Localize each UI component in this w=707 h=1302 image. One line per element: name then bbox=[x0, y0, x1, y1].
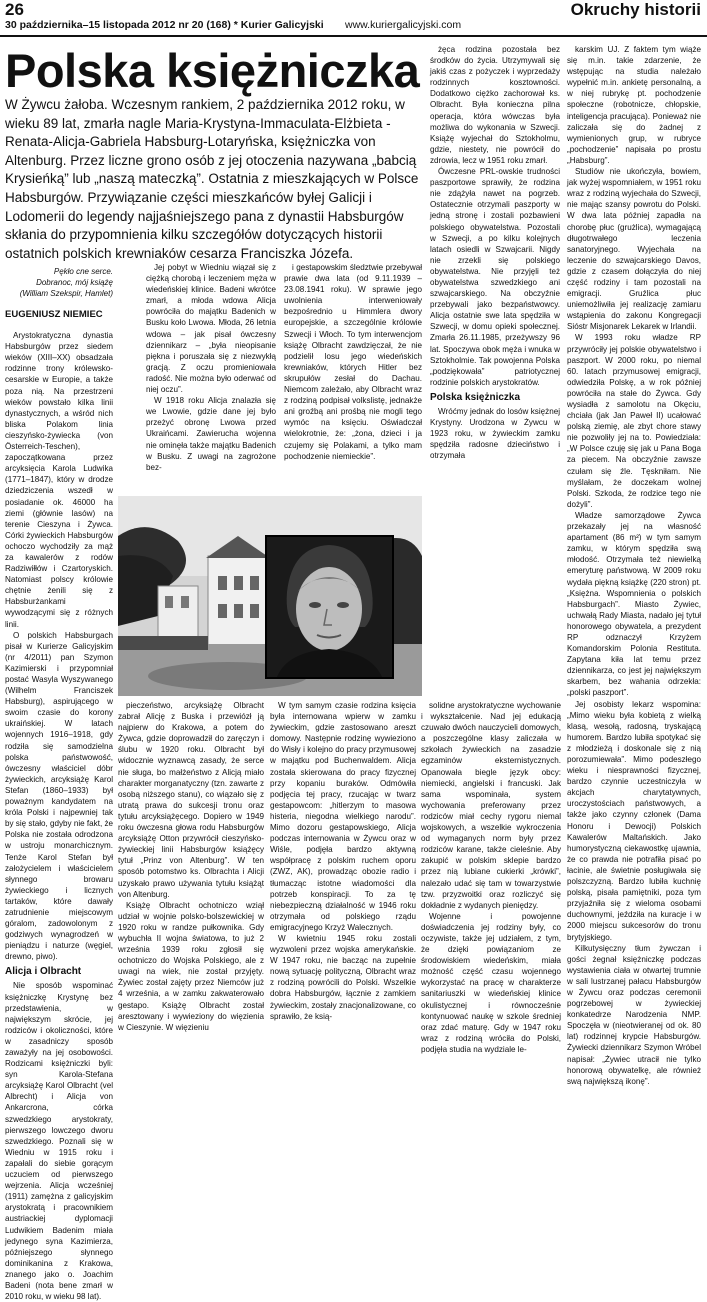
lower-column-2 bbox=[270, 700, 416, 1100]
paragraph: W tym samym czasie rodzina księcia była internowana wpierw w zamku żywieckim, gdzie zastosowano areszt domowy. Następnie rodzinę wywieziono do Wisły i kolejno do pracy przymusowej w majątku pod Buchenwaldem. Alicja została skierowana do pracy fizycznej przy kopaniu buraków. Odmówiła podjęcia tej pracy, rzucając w twarz gestapowcom: „hitlerzym to masowa histeria, niegodna wielkiego narodu”. Mimo dozoru gestapowskiego, Alicja podczas internowania w Żywcu oraz w Wiśle, podjęła bardzo aktywną współpracę z polskim ruchem oporu (ZWZ, AK), prowadząc obozie radio i tłumacząc istotne wiadomości dla potrzeb konspiracji. To za tę niebezpieczną działalność w 1946 roku otrzymała od polskiego rządu emigracyjnego Krzyż Walecznych. bbox=[270, 701, 416, 932]
page-number: 26 bbox=[5, 0, 24, 19]
section-title: Okruchy historii bbox=[570, 0, 701, 19]
header-rule bbox=[0, 35, 707, 37]
epigraph bbox=[5, 266, 113, 299]
paragraph: pieczeństwo, arcyksiążę Olbracht zabrał Alicję z Buska i przewiózł ją najpierw do Krakowa, a potem do Żywca, gdzie doprowadził do zaręczyn i ślubu w 1920 roku. Olbracht był widocznie wyznawcą zasady, że serce nie sługa, bo małżeństwo z Alicją miało charakter morganatyczny (tzn. zawarte z osobą niższego stanu), co wiązało się z utratą prawa do sukcesji tronu oraz tytułu arcyksiążęcego. Dopiero w 1949 roku ówczesna głowa rodu Habsburgów arcyksiążę Otton przywrócił cieszyńsko-żywieckiej linii Habsburgów książęcy tytuł „Prinz von Altenburg”. W ten sposób potomstwo ks. Olbrachta i Alicji uzyskało prawo używania tytułu książąt von Altenburg. bbox=[118, 701, 264, 899]
paragraph: W kwietniu 1945 roku zostali wyzwoleni przez wojska amerykańskie. W 1947 roku, nie bacząc na zupełnie nową sytuację polityczną, Olbracht wraz z rodziną powrócili do Polski. Wszelkie dobra Habsburgów, łącznie z zamkiem żywieckim, zostały znacjonalizowane, co sprawiło, że ksią- bbox=[270, 933, 416, 1021]
epigraph-line: (William Szekspir, Hamlet) bbox=[19, 289, 113, 298]
subheading: Polska księżniczka bbox=[430, 391, 521, 403]
lower-column-3 bbox=[421, 700, 561, 1100]
portrait-photo bbox=[265, 535, 394, 679]
paragraph: Jej osobisty lekarz wspomina: „Mimo wieku była kobietą z wielką klasą, wesołą, radosną, tryskającą humorem. Bardzo lubiła spotykać się z młodzieżą i doskonale się z nią porozumiewała”. Mimo podeszłego wieku i niesprawności fizycznej, bardzo czynnie uczestniczyła w akcjach charytatywnych, uroczystościach państwowych, a także jako czynny członek (Dama Honoru i Dewocji) Polskich Kawalerów Maltańskich. Jako humorystyczną ciekawostkę ujawnia, że co prawda nie potrafiła pisać po łacinie, ale świetnie posługiwała się polszczyzną. Bardzo lubiła kuchnię polską, pisała pamiętniki, poza tym przyjaźniła się z wieloma osobami duchownymi, jeździła na kuracje i w 2000 miejscu sukcesorów do tronu brytyjskiego. bbox=[567, 699, 701, 942]
paragraph: Wojenne i powojenne doświadczenia jej rodziny były, co oczywiste, także jej udziałem, z tym, że dzięki powiązaniom ze środowiskiem wiedeńskim, miała możność część czasu wojennego wykorzystać na pracę w charakterze sanitariuszki w wiedeńskiej klinice okulistycznej i równocześnie kontynuować naukę w szkole średniej oraz zdać maturę. Gdy w 1947 roku wraz z rodziną wróciła do Polski, podjęła studia na wydziale le- bbox=[421, 911, 561, 1054]
paragraph: Władze samorządowe Żywca przekazały jej na własność apartament (86 m²) w tym samym zamku, w którym spędziła swą młodość. Otrzymała też niewielką emeryturę państwową. W 2009 roku wydała piękną książkę (220 stron) pt. „Księżna. Wspomnienia o polskich Habsburgach”. Miasto Żywiec, uchwałą Rady Miasta, nadało jej tytuł honorowego obywatela, a prezydent RP odznaczył Krzyżem Komandorskim Polonia Restituta. Zapytana kiła lat temu przez dziennikarza, co jest jej największym skarbem, bez wahania odrzekła: „polski paszport”. bbox=[567, 510, 701, 698]
paragraph: Ówczesne PRL-owskie trudności paszportowe sprawiły, że rodzina nie zdążyła nawet na pogrzeb. Ostatecznie otrzymali paszporty w jedną stronę i zostali pozbawieni polskiego obywatelstwa. Pozostali w Szwecji, a po kilku kolejnych latach osiedli w Szwajcarii. Nigdy nie zrzekli się polskiego obywatelstwa. Nie przyjęli też obywatelstwa szwedzkiego ani szwajcarskiego. Na obczyźnie przebywali jako bezpaństwowcy. Alicja ostatnie swe lata spędziła w Szwecji, w domu opieki społecznej. Zmarła 26.11.1985, przeżywszy 96 lat. Spoczywa obok męża i wnuka w Sztokholmie. Tak powojenna Polska „podziękowała” patriotycznej rodzinie polskich arystokratów. bbox=[430, 167, 560, 387]
column-3-upper bbox=[284, 262, 422, 494]
paragraph: Kilkutysięczny tłum żywczan i gości żegnał księżniczkę podczas wystawienia ciała w otwartej trumnie w sali lustrzanej pałacu Habsburgów w Żywcu oraz podczas ceremonii pogrzebowej w żywieckiej konkatedrze Narodzenia NMP. Spoczęła w (nieotwieranej od ok. 80 lat) rodzinnej krypcie Habsburgów. Żywiecki dziennikarz Szymon Wróbel napisał: „Żywiec utracił nie tylko honorową obywatelkę, ale również swą największą ikonę”. bbox=[567, 943, 701, 1086]
paragraph: Arystokratyczna dynastia Habsburgów przez siedem wieków (XIII–XX) obsadzała rodzinne trony królewsko-cesarskie w Europie, a także poza nią. Na przestrzeni wieków powstało kilka linii dynastycznych, a wśród nich bliska Polakom linia cieszyńsko-żywiecka (von Österreich-Teschen), zapoczątkowana przez arcyksięcia Karola Ludwika (1771–1847), który w drodze dziedziczenia wszedł w posiadanie ok. 46000 ha ziemi (głównie lasów) na terenie Cieszyna i Żywca. Córki żywieckich Habsburgów ochoczo wychodziły za mąż za kawalerów z rodów Radziwiłłów i Czartoryskich. Natomiast polscy królowie chętnie żenili się z Habsburżankami wywodzącymi się z różnych linii. bbox=[5, 331, 113, 629]
paragraph: O polskich Habsburgach pisał w Kurierze Galicyjskim (nr 4/2011) pan Szymon Kazimierski i przypomniał postać Wasyla Wyszywanego (Wilhelm Franciszek Habsburg), aspirującego w swoim czasie do korony ukraińskiej. W latach wojennych 1916–1918, gdy rodziła się samodzielna polska państwowość, ówczesny właściciel dóbr żywieckich, arcyksiążę Karol Stefan (1860–1933) był poważnym kandydatem na króla Polski i najpewniej tak by się stało, gdyby nie fakt, że Polska nie została odrodzona w ustroju monarchicznym. Tenże Karol Stefan był założycielem i właścicielem słynnego browaru żywieckiego i licznych tartaków, które dawały zatrudnienie miejscowym góralom, zadowolonym z godziwych wynagrodzeń w pieniądzu i naturze (węgiel, drewno, piwo). bbox=[5, 630, 113, 962]
portrait-illustration bbox=[267, 537, 392, 677]
column-1 bbox=[5, 262, 113, 1302]
column-2-upper bbox=[146, 262, 276, 494]
paragraph: Książę Olbracht ochotniczo wziął udział w wojnie polsko-bolszewickiej w 1920 roku w randze pułkownika. Gdy wybuchła II wojna światowa, to już 2 września 1939 roku zgłosił się ochotniczo do Wojska Polskiego, ale z uwagi na wiek, nie został przyjęty. Żywiec został zajęty przez Niemców już 4 września, a w zamku zakwaterowało gestapo. Książę Olbracht został aresztowany i wywieziony do więzienia w Cieszynie. W więzieniu bbox=[118, 900, 264, 1032]
paragraph: Jej pobyt w Wiedniu wiązał się z ciężką chorobą i leczeniem męża w wiedeńskiej klinice. Badeni wkrótce zmarł, a młoda wdowa Alicja powróciła do majątku Badenich w Busku koło Lwowa. Młoda, 26 letnia wdowa – jak pisał ówczesny dziennikarz – „była nieopisanie piękna i poruszała się z niezwykłą gracją. Z oczu promieniowała radość. Nie można było oderwać od niej oczu”. bbox=[146, 263, 276, 395]
paragraph: W 1918 roku Alicja znalazła się we Lwowie, gdzie dane jej było przeżyć obronę Lwowa przed Ukraińcami. Zawierucha wojenna nie ominęła także majątku Badenich w Busku. Z uwagi na zagrożone bez- bbox=[146, 396, 276, 472]
epigraph-line: Dobranoc, mój książę bbox=[36, 278, 113, 287]
paragraph: W 1993 roku władze RP przywróciły jej polskie obywatelstwo i paszport. W 2000 roku, po niemal 60. latach przymusowej emigracji, odwiedziła Polskę, a w rok później powróciła na stałe do Żywca. Gdy wysiadła z samolotu na Okęciu, chciała (jak Jan Paweł II) ucałować polską ziemię, ale zbyt chore stawy nie pozwoliły jej na to. Powiedziała: „W Polsce czuję się jak u Pana Boga za piecem. Na obczyźnie zawsze czułam się źle. Tęskniłam. Nie myślałam, że doczekam wolnej Polski. Szkoda, że rodzice tego nie dożyli”. bbox=[567, 333, 701, 509]
paragraph: Nie sposób wspominać księżniczkę Krystynę bez przedstawienia, w największym skrócie, jej rodziców i okoliczności, które w zasadniczy sposób zaważyły na jej osobowości. Rodzicami księżniczki byli: syn Karola-Stefana arcyksiążę Karol Olbracht (vel Albrecht) i Alicja von Ankarcrona, córka szwedzkiego arystokraty, pierwszego lowczego dworu szwedzkiego. Poznali się w Wiedniu w 1915 roku i zapałali do siebie gorącym uczuciem od pierwszego wejrzenia. Alicja wcześniej (1911) zamężna z galicyjskim arystokratą i pracownikiem austriackiej dyplomacji Ludwikiem Badenim miała jedynego syna Kazimierza, późniejszego słynnego dominikanina z Krakowa, znanego jako o. Joachim Badeni (nota bene zmarł w 2010 roku, w wieku 98 lat). bbox=[5, 981, 113, 1302]
issue-line: 30 października–15 listopada 2012 nr 20 (168) * Kurier Galicyjski bbox=[5, 19, 324, 31]
epigraph-line: Pękło cne serce. bbox=[53, 267, 113, 276]
author-byline: EUGENIUSZ NIEMIEC bbox=[5, 309, 103, 320]
paragraph: i gestapowskim śledztwie przebywał prawie dwa lata (od 9.11.1939 –23.08.1941 roku). W sprawie jego uwolnienia interweniowały bezpośrednio u Himmlera dwory europejskie, a szczególnie królowie Szwecji i Włoch. To tym interwencjom książę Olbracht zawdzięczał, że nie podzielił losu jego wiedeńskich krewniaków, których Hitler bez skrupułów zesłał do Dachau. Niemcom zależało, aby Olbracht wraz z rodziną podpisał volkslistę, jednakże ani groźbą ani prośbą nie mogli tego wymóc na księciu. Oświadczał wielokrotnie, że: „żona, dzieci i ja czujemy się Polakami, a tylko mam pochodzenie niemieckie”. bbox=[284, 263, 422, 461]
paragraph: Wróćmy jednak do losów księżnej Krystyny. Urodzona w Żywcu w 1923 roku, w żywieckim zamku spędziła radosne dzieciństwo i otrzymała bbox=[430, 406, 560, 461]
paragraph: Studiów nie ukończyła, bowiem, jak wyżej wspomniałem, w 1951 roku wraz z rodziną wyjechała do Szwecji, nie mając szansy powrotu do Polski. W dwa lata później zapadła na chorobę płuc (grużlica), wymagającą długotrwałego leczenia sanatoryjnego. Wyjechała na leczenie do szwajcarskiego Davos, gdzie z czasem dołączyła do niej część rodziny i tam pozostali na emigracji. Gruźlica płuc uniemożliwiła jej realizację zamiaru wstąpienia do zakonu Kongregacji Sióstr Misjonarek Lekarek w Irlandii. bbox=[567, 167, 701, 332]
paragraph: karskim UJ. Z faktem tym wiąże się m.in. takie zdarzenie, że wstępując na studia należało wypełnić m.in. ankietę personalną, a w niej rubrykę pt. pochodzenie społeczne (robotnicze, chłopskie, inteligencja pracująca). Ponieważ nie zaliczała się do żadnej z wymienionych grup, w rubryce „pochodzenie” napisała po prostu „Habsburg”. bbox=[567, 45, 701, 165]
column-4 bbox=[430, 44, 560, 496]
column-5 bbox=[567, 44, 701, 1100]
article-title: Polska księżniczka bbox=[5, 44, 420, 97]
article-lead: W Żywcu żałoba. Wczesnym rankiem, 2 października 2012 roku, w wieku 89 lat, zmarła nagle Maria-Krystyna-Immaculata-Elżbieta - Renata-Alicja-Gabriela Habsburg-Lotaryńska, księżniczka von Altenburg. Przez liczne grono osób z jej otoczenia nazywana „babcią Krysieńką” lub „naszą mateczką”. Ostatnia z mieszkających w Polsce Habsburgów. Przywiązanie części mieszkańców byłej Galicji i Lodomerii do legendy najjaśniejszego pana z dynastii Habsburgów skłania do przypomnienia kilku szczegółów dotyczących historii ostatnich polskich krewniaków cesarza Franciszka Józefa. bbox=[5, 97, 419, 261]
lower-column-1 bbox=[118, 700, 264, 1100]
subheading: Alicja i Olbracht bbox=[5, 966, 82, 978]
page-header bbox=[0, 0, 707, 42]
paragraph: żęca rodzina pozostała bez środków do życia. Utrzymywali się jakiś czas z pożyczek i wyprzedaży rodzinnych kosztowności. Dodatkowo ciężko zachorował ks. Olbracht. Była konieczna pilna operacja, która wówczas była możliwa do wykonania w Szwecji. Książę wyjechał do Sztokholmu, gdzie, niestety, nie powrócił do zdrowia, lecz w 1951 roku zmarł. bbox=[430, 45, 560, 165]
website-url[interactable]: www.kuriergalicyjski.com bbox=[345, 19, 462, 31]
paragraph: solidne arystokratyczne wychowanie i wykształcenie. Nad jej edukacją czuwało dwóch nauczycieli domowych, a poszczególne klasy zaliczała w szkołach żywieckich na zasadzie egzaminów eksternistycznych. Opanowała biegle język obcy: niemiecki, angielski i francuski. Jak sama wspominała, system wychowania preferowany przez rodziców miał cechy rygoru niemal wojskowych, a wszelkie wykroczenia od wymaganych norm były przez rodziców karane, także cieleśnie. Aby zakupić w polskim sklepie bardzo przez nią lubiane cukierki „krówki”, nalezało udać się tam w towarzystwie tzw. przyzwoitki oraz rozliczyć się dokładnie z wydanych pieniędzy. bbox=[421, 701, 561, 910]
